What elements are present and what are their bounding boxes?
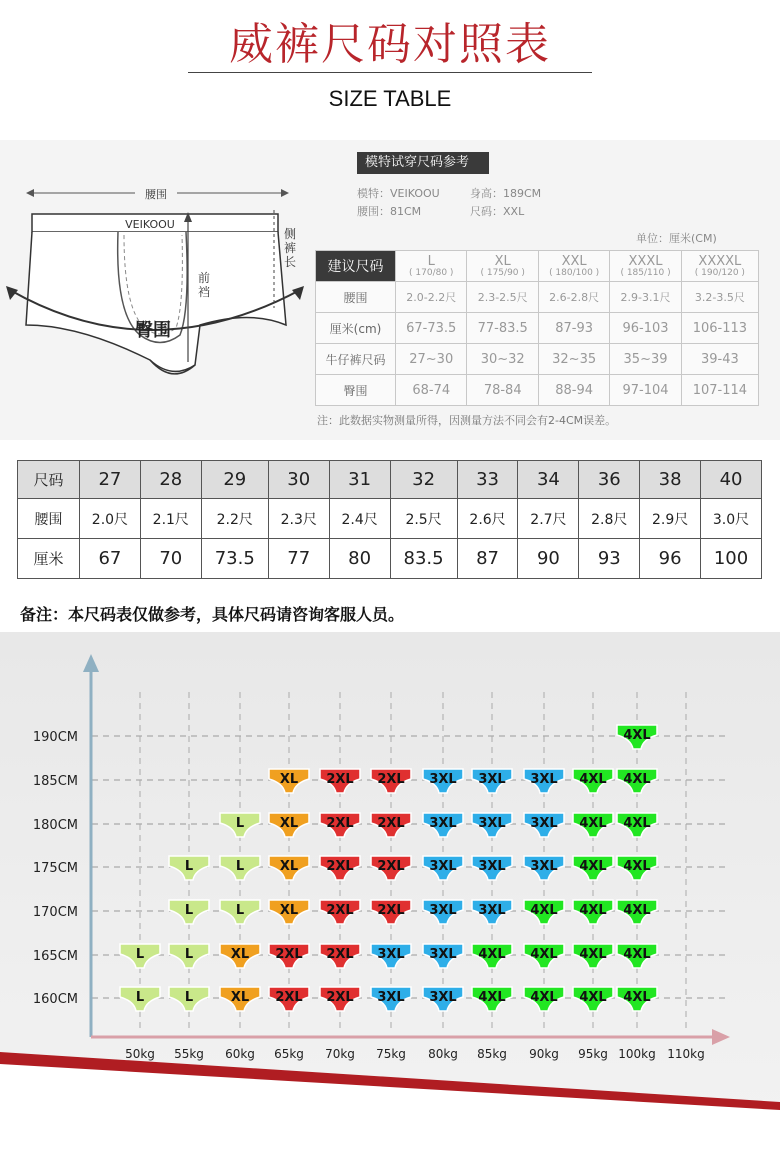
table-row (316, 251, 759, 282)
size-badge-label: L (184, 990, 194, 1005)
table-cell: 73.5 (201, 539, 268, 579)
y-tick-label: 175CM (32, 861, 78, 876)
side-length-label: 侧裤长 (284, 227, 297, 269)
size-badge-label: 3XL (377, 947, 405, 962)
size-badge (320, 987, 360, 1011)
page-subtitle: SIZE TABLE (328, 86, 452, 111)
size-badge-label: 2XL (275, 947, 303, 962)
table-cell: 32~35 (538, 344, 609, 375)
x-axis-arrow (712, 1029, 730, 1045)
size-badge (573, 856, 613, 880)
table-cell: 3.2-3.5尺 (681, 282, 758, 313)
size-badge-label: 3XL (429, 859, 457, 874)
model-name: 模特：VEIKOOU (357, 187, 440, 200)
table-cell: 87 (457, 539, 518, 579)
size-badge (120, 987, 160, 1011)
table-cell: 2.0-2.2尺 (396, 282, 467, 313)
size-badge (423, 987, 463, 1011)
size-badge (120, 944, 160, 968)
size-badge-label: 3XL (530, 816, 558, 831)
table-row (316, 313, 759, 344)
size-waist-table (17, 460, 762, 579)
size-badge (423, 813, 463, 837)
size-badge-label: 2XL (326, 816, 354, 831)
size-badge-label: L (235, 903, 245, 918)
size-header-cell: XL ( 175/90 ) (467, 251, 538, 282)
table-row (316, 282, 759, 313)
size-badge (320, 769, 360, 793)
size-badge-label: 4XL (530, 903, 558, 918)
size-badge (320, 900, 360, 924)
suggested-size-header: 建议尺码 (316, 251, 396, 282)
table-row (316, 344, 759, 375)
size-badge-label: 4XL (478, 947, 506, 962)
size-badge (524, 900, 564, 924)
size-badge (524, 944, 564, 968)
size-badge (269, 944, 309, 968)
table-cell: 83.5 (390, 539, 457, 579)
page-title: 威裤尺码对照表 (229, 19, 551, 70)
size-badge-label: 3XL (429, 772, 457, 787)
brief-diagram (0, 140, 310, 400)
size-badge-label: XL (279, 903, 299, 918)
size-badge-label: L (235, 859, 245, 874)
x-tick-label: 80kg (428, 1047, 458, 1061)
size-badge (573, 900, 613, 924)
table-cell: 67-73.5 (396, 313, 467, 344)
size-badge (371, 769, 411, 793)
size-badge-label: 3XL (478, 903, 506, 918)
size-header-cell: XXXL ( 185/110 ) (610, 251, 681, 282)
y-tick-label: 190CM (32, 730, 78, 745)
row-label: 厘米 (18, 539, 80, 579)
size-badge (220, 944, 260, 968)
table-row (18, 461, 762, 499)
waist-measure-label: 腰围 (145, 188, 167, 201)
table-cell: 3.0尺 (701, 499, 762, 539)
title-divider (188, 72, 592, 73)
table-cell: 35~39 (610, 344, 681, 375)
x-tick-label: 85kg (477, 1047, 507, 1061)
size-badge-label: 3XL (530, 772, 558, 787)
size-badge-label: 2XL (326, 772, 354, 787)
size-badge-label: 4XL (579, 772, 607, 787)
front-rise-label: 前裆 (198, 271, 211, 299)
table-cell: 2.5尺 (390, 499, 457, 539)
size-badge-label: XL (279, 859, 299, 874)
table-cell: 80 (329, 539, 390, 579)
size-badge (269, 856, 309, 880)
size-badge-label: XL (279, 772, 299, 787)
unit-note: 单位：厘米(CM) (636, 232, 717, 245)
model-size: 尺码：XXL (470, 205, 525, 218)
size-badge-label: 2XL (377, 816, 405, 831)
table-cell: 68-74 (396, 375, 467, 406)
size-badge (472, 944, 512, 968)
size-badge (269, 813, 309, 837)
table-cell: 29 (201, 461, 268, 499)
size-badge (573, 944, 613, 968)
table-row (18, 539, 762, 579)
size-badge-label: 3XL (530, 859, 558, 874)
table-cell: 2.3尺 (268, 499, 329, 539)
table-cell: 106-113 (681, 313, 758, 344)
size-badge (472, 813, 512, 837)
table-cell: 2.7尺 (518, 499, 579, 539)
table-cell: 77-83.5 (467, 313, 538, 344)
size-badge (524, 769, 564, 793)
size-badge-label: 4XL (623, 903, 651, 918)
size-badge-label: L (235, 816, 245, 831)
x-tick-label: 70kg (325, 1047, 355, 1061)
size-header-cell: L ( 170/80 ) (396, 251, 467, 282)
size-badge-label: 2XL (326, 990, 354, 1005)
y-tick-label: 185CM (32, 774, 78, 789)
table-cell: 107-114 (681, 375, 758, 406)
size-badge (269, 987, 309, 1011)
size-badge-label: 2XL (326, 859, 354, 874)
x-tick-label: 75kg (376, 1047, 406, 1061)
size-header-cell: XXXXL ( 190/120 ) (681, 251, 758, 282)
size-badge-label: 4XL (579, 816, 607, 831)
size-badge-label: 4XL (579, 990, 607, 1005)
size-badge (371, 900, 411, 924)
size-badge-label: 3XL (478, 816, 506, 831)
size-badge-label: 2XL (326, 903, 354, 918)
table-cell: 2.6-2.8尺 (538, 282, 609, 313)
size-badge (524, 856, 564, 880)
table-cell: 2.8尺 (579, 499, 640, 539)
size-badge-label: 3XL (377, 990, 405, 1005)
hip-measure-label: 臀围 (135, 320, 171, 341)
size-badge (423, 944, 463, 968)
model-height: 身高：189CM (470, 187, 542, 200)
table-cell: 67 (80, 539, 141, 579)
table-cell: 88-94 (538, 375, 609, 406)
table-cell: 34 (518, 461, 579, 499)
x-tick-label: 110kg (667, 1047, 705, 1061)
y-tick-label: 170CM (32, 905, 78, 920)
table-cell: 39-43 (681, 344, 758, 375)
size-badge-label: 3XL (478, 772, 506, 787)
table-cell: 33 (457, 461, 518, 499)
size-badge (423, 856, 463, 880)
size-badge-label: L (135, 947, 145, 962)
table-cell: 100 (701, 539, 762, 579)
size-badge-label: 4XL (579, 859, 607, 874)
size-badge-label: L (184, 947, 194, 962)
size-header-cell: XXL ( 180/100 ) (538, 251, 609, 282)
size-badge-label: 4XL (623, 772, 651, 787)
size-badge-label: 4XL (579, 903, 607, 918)
y-axis-arrow (83, 654, 99, 672)
table-cell: 97-104 (610, 375, 681, 406)
x-tick-label: 95kg (578, 1047, 608, 1061)
row-label: 腰围 (316, 282, 396, 313)
x-tick-label: 90kg (529, 1047, 559, 1061)
row-label: 厘米(cm) (316, 313, 396, 344)
size-badge (423, 900, 463, 924)
size-badge-label: 4XL (623, 990, 651, 1005)
table-cell: 28 (140, 461, 201, 499)
size-badge (524, 813, 564, 837)
model-waist: 腰围：81CM (357, 205, 422, 218)
table-row (316, 375, 759, 406)
size-badge-label: 2XL (326, 947, 354, 962)
size-badge (472, 900, 512, 924)
size-badge-label: 3XL (429, 903, 457, 918)
y-tick-label: 165CM (32, 949, 78, 964)
y-tick-label: 160CM (32, 992, 78, 1007)
size-badge (169, 900, 209, 924)
table-cell: 2.0尺 (80, 499, 141, 539)
size-badge (472, 987, 512, 1011)
size-badge (220, 856, 260, 880)
table-cell: 2.1尺 (140, 499, 201, 539)
size-badge-label: 4XL (623, 859, 651, 874)
size-badge (617, 900, 657, 924)
size-badge-label: 4XL (478, 990, 506, 1005)
x-tick-label: 60kg (225, 1047, 255, 1061)
table-cell: 2.9尺 (640, 499, 701, 539)
size-badge (573, 987, 613, 1011)
size-badge (617, 769, 657, 793)
size-badge-label: L (184, 903, 194, 918)
table-cell: 31 (329, 461, 390, 499)
size-badge-label: 4XL (623, 816, 651, 831)
size-badge (320, 944, 360, 968)
size-badge-label: 3XL (429, 947, 457, 962)
table-cell: 70 (140, 539, 201, 579)
size-badge (169, 856, 209, 880)
height-weight-size-chart (0, 632, 780, 1176)
table-cell: 32 (390, 461, 457, 499)
remark-note: 备注：本尺码表仅做参考，具体尺码请咨询客服人员。 (20, 605, 405, 624)
size-badge-label: XL (230, 947, 250, 962)
table-cell: 93 (579, 539, 640, 579)
x-tick-label: 100kg (618, 1047, 656, 1061)
size-badge-label: L (135, 990, 145, 1005)
size-badge (371, 944, 411, 968)
table-cell: 2.3-2.5尺 (467, 282, 538, 313)
size-badge-label: 2XL (275, 990, 303, 1005)
size-badge-label: 4XL (579, 947, 607, 962)
table-cell: 2.4尺 (329, 499, 390, 539)
size-badge-label: 2XL (377, 772, 405, 787)
x-tick-label: 65kg (274, 1047, 304, 1061)
table-cell: 2.9-3.1尺 (610, 282, 681, 313)
size-badge (472, 769, 512, 793)
table-cell: 40 (701, 461, 762, 499)
size-badge (423, 769, 463, 793)
x-tick-label: 55kg (174, 1047, 204, 1061)
table-cell: 90 (518, 539, 579, 579)
size-badge (617, 813, 657, 837)
size-badge-label: 3XL (429, 990, 457, 1005)
size-badge-label: 4XL (530, 947, 558, 962)
brief-brand-label: VEIKOOU (125, 218, 175, 231)
table-cell: 87-93 (538, 313, 609, 344)
size-badge-label: 2XL (377, 859, 405, 874)
table-cell: 27~30 (396, 344, 467, 375)
reference-size-table (315, 250, 759, 406)
size-badge (617, 944, 657, 968)
model-reference-tag: 模特试穿尺码参考 (357, 152, 489, 174)
size-badge (220, 987, 260, 1011)
size-badge-label: 4XL (530, 990, 558, 1005)
size-badge-label: XL (279, 816, 299, 831)
table-cell: 77 (268, 539, 329, 579)
size-badge (524, 987, 564, 1011)
size-badge (169, 987, 209, 1011)
size-badge-label: 4XL (623, 728, 651, 743)
table-cell: 96-103 (610, 313, 681, 344)
table-cell: 30 (268, 461, 329, 499)
size-badge (472, 856, 512, 880)
size-badge (371, 856, 411, 880)
size-badge (169, 944, 209, 968)
size-badge-label: 4XL (623, 947, 651, 962)
size-badge (220, 813, 260, 837)
size-badge (220, 900, 260, 924)
table-cell: 2.6尺 (457, 499, 518, 539)
row-label: 腰围 (18, 499, 80, 539)
size-badge (320, 813, 360, 837)
size-badge-label: 3XL (478, 859, 506, 874)
size-badge (320, 856, 360, 880)
size-badge (371, 813, 411, 837)
size-badge (617, 987, 657, 1011)
size-badge (371, 987, 411, 1011)
size-badge (573, 769, 613, 793)
y-tick-label: 180CM (32, 818, 78, 833)
table-cell: 30~32 (467, 344, 538, 375)
size-badge (269, 769, 309, 793)
size-badge-label: XL (230, 990, 250, 1005)
measurement-note: 注：此数据实物测量所得，因测量方法不同会有2-4CM误差。 (317, 414, 617, 427)
size-badge (617, 856, 657, 880)
size-badge (573, 813, 613, 837)
table-cell: 78-84 (467, 375, 538, 406)
table-cell: 27 (80, 461, 141, 499)
table-cell: 38 (640, 461, 701, 499)
table-row (18, 499, 762, 539)
size-badge-label: L (184, 859, 194, 874)
table-cell: 2.2尺 (201, 499, 268, 539)
row-label: 臀围 (316, 375, 396, 406)
size-badge-label: 3XL (429, 816, 457, 831)
size-badge (269, 900, 309, 924)
size-badge (617, 725, 657, 749)
x-tick-label: 50kg (125, 1047, 155, 1061)
table-cell: 36 (579, 461, 640, 499)
row-label: 尺码 (18, 461, 80, 499)
row-label: 牛仔裤尺码 (316, 344, 396, 375)
table-cell: 96 (640, 539, 701, 579)
size-badge-label: 2XL (377, 903, 405, 918)
